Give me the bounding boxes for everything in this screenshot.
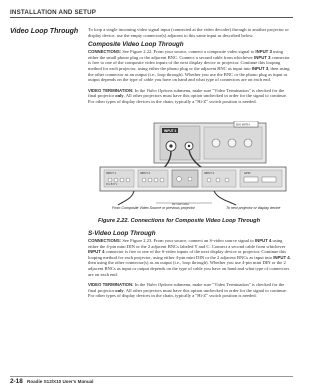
text-run: . All other projectors must have this option unchecked in order for the signal to continue. For other types of display devices in the chain, typically a "Hi-Z" switch position is needed. (88, 93, 287, 104)
connection-diagram (94, 121, 290, 215)
input3-panel-block (172, 170, 198, 187)
text-run: connector is free to one of the S-video inputs of the next display device or projector. Continue this looping method for each projector, using either 4-pin mini DIN or the 2 adjacent BNCs as input into (88, 249, 287, 260)
input-label: INPUT 4 (273, 254, 290, 260)
text-run: submenu, make sure "Video Termination" is checked for the final projector (88, 282, 285, 293)
emphasis: only (115, 287, 124, 293)
connection-figure (94, 121, 290, 215)
text-run: . All other projectors must have this option unchecked in order for the signal to continue. For other types of display devices in the chain, typically a "Hi-Z" switch position is needed. (88, 287, 287, 299)
text-run: In the (133, 282, 147, 288)
bnc-pin (169, 144, 172, 147)
connector (228, 139, 236, 147)
text-run: , then using the other connector(s) as an output (i.e., loop through). Whether you use 4-pin mini DIN or the 2 adjacent BNCs as input or output depends on the type of cable you have on hand and what type of connectors are on each end. (88, 254, 291, 277)
text-run: using either the small phono plug or the adjacent BNC. Connect a second cable from whichever (88, 49, 283, 60)
rgbhv-label: R G B H V (106, 183, 118, 186)
termination-label: VIDEO TERMINATION: (88, 282, 134, 288)
input1-label: INPUT 1 (106, 172, 116, 175)
video-loop-title: Video Loop Through (10, 28, 79, 35)
svideo-connections-paragraph (88, 238, 293, 277)
from-source-label: From Composite Video Source or previous projector (112, 206, 195, 210)
input-label: INPUT 4 (254, 238, 272, 243)
manual-title: Roadie S12/X10 User's Manual (27, 379, 94, 384)
svideo-termination-paragraph (88, 282, 293, 299)
text-run: See Figure 2.22. From your source, connect a composite video signal to (121, 49, 256, 55)
input3-tag-text: INPUT 3 (164, 129, 177, 133)
svideo-section (88, 230, 293, 299)
composite-termination-paragraph (88, 88, 293, 105)
connections-label: CONNECTIONS: (88, 49, 122, 55)
source-cable (118, 191, 134, 205)
input-label: INPUT 3 (254, 54, 271, 60)
input2-label: INPUT 2 (140, 172, 150, 175)
next-cable (214, 191, 236, 205)
header-divider (10, 17, 293, 18)
input4-label: INPUT 4 (204, 172, 214, 175)
emphasis: only (115, 93, 124, 99)
gpio-label: GPIO (244, 172, 251, 175)
intro-paragraph: To loop a single incoming video signal input (connected at the video decoder) through to another projector or display device, use the empty connector(s) adjacent to this same input as described below. (88, 27, 289, 38)
cable-label: RF IAW IARA (172, 202, 189, 206)
composite-heading: Composite Video Loop Through (88, 41, 184, 49)
input-label: INPUT 3 (255, 49, 272, 55)
text-run: connector is free to one of the composite video inputs of the next display device or projector. Continue this looping method for each projector, using either the phono plug or the adjacent BNC as input into (88, 54, 290, 71)
section-header: INSTALLATION AND SETUP (10, 9, 97, 16)
composite-connections-paragraph (88, 49, 293, 83)
figure-caption: Figure 2.22. Connections for Composite Video Loop Through (98, 218, 261, 224)
input-label: INPUT 4 (88, 249, 105, 255)
text-run: , then using the other connector as an output (i.e., loop through). Whether you use the BNC or the phono plug as input or output depends on the type of cable you have on hand and what type of connectors are on each end. (88, 65, 290, 83)
cable-tag-text: DVI WITH (236, 122, 250, 127)
page-number: 2-18 (10, 378, 23, 385)
to-next-label: To next projector or display device (226, 206, 281, 210)
connector (212, 139, 220, 147)
text-run: using either the 4-pin mini DIN or the 2 adjacent BNCs labeled Y and C. Connect a second cable from whichever (88, 238, 286, 249)
text-run: submenu, make sure "Video Termination" is checked for the final projector (88, 87, 285, 99)
phono-pin (188, 145, 190, 147)
termination-label: VIDEO TERMINATION: (88, 87, 134, 93)
menu-name: Video Options (146, 282, 173, 288)
connector (244, 139, 252, 147)
input-label: INPUT 3 (251, 65, 269, 71)
text-run: In the (133, 87, 147, 93)
composite-section (88, 27, 293, 105)
footer-divider (10, 376, 293, 377)
connections-label: CONNECTIONS: (88, 238, 122, 243)
text-run: See Figure 2.23. From your source, connect an S-video source signal to (121, 238, 255, 243)
menu-name: Video Options (146, 87, 173, 93)
svideo-heading: S-Video Loop Through (88, 230, 156, 237)
